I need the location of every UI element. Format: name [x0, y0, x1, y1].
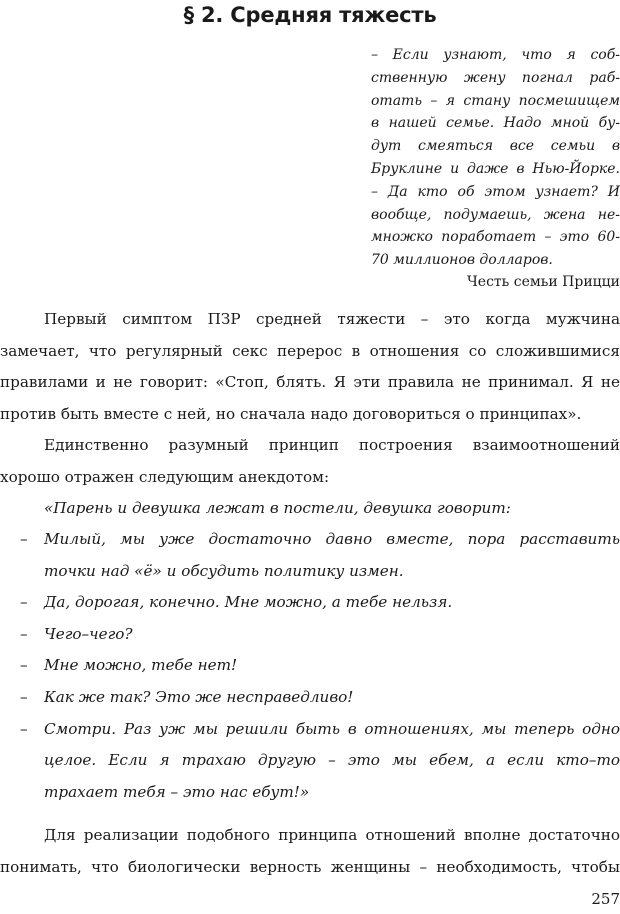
dialog-line: – Да, дорогая, конечно. Мне можно, а тебе нельзя. — [0, 587, 620, 619]
dialog-dash: – — [20, 687, 28, 706]
joke-intro — [0, 493, 620, 525]
epigraph-line: в нашей семье. Надо мной бу- — [371, 115, 620, 132]
dialog-line: целое. Если я трахаю другую – это мы ебем, а если кто–то — [44, 751, 620, 770]
dialog-line: точки над «ё» и обсудить политику измен. — [44, 561, 404, 580]
dialog-dash: – — [20, 656, 28, 675]
joke-intro-line: «Парень и девушка лежат в постели, девушка говорит: — [44, 499, 511, 517]
page-number: 257 — [591, 890, 620, 908]
dialog-line: – Чего–чего? — [0, 619, 620, 651]
epigraph-line: отать – я стану посмешищем — [371, 92, 620, 109]
paragraph-3 — [0, 820, 620, 883]
epigraph-line: ственную жену погнал раб- — [371, 69, 620, 86]
dialog-line: – Милый, мы уже достаточно давно вместе, пора расставить — [0, 524, 620, 556]
epigraph-line: дут смеяться все семьи в — [371, 138, 620, 155]
epigraph-line: множко поработает – это 60- — [371, 229, 620, 246]
paragraph-1 — [0, 304, 620, 430]
epigraph-line: вообще, подумаешь, жена не- — [371, 206, 620, 223]
paragraph-line: Первый симптом ПЗР средней тяжести – это когда мужчина — [44, 310, 620, 328]
paragraph-line: против быть вместе с ней, но сначала надо договориться о принципах». — [0, 404, 582, 423]
epigraph — [371, 44, 620, 272]
epigraph-line: Бруклине и даже в Нью-Йорке. — [371, 160, 620, 177]
dialog-dash: – — [20, 624, 28, 643]
epigraph-line: – Если узнают, что я соб- — [371, 47, 620, 63]
paragraph-line: понимать, что биологически верность женщины – необходимость, чтобы — [0, 857, 620, 876]
epigraph-attribution: Честь семьи Прицци — [466, 274, 620, 290]
epigraph-line: 70 миллионов долларов. — [371, 252, 553, 269]
paragraph-line: Для реализации подобного принципа отношений вполне достаточно — [44, 826, 620, 844]
dialog-line: трахает тебя – это нас ебут!» — [44, 782, 310, 801]
section-heading: § 2. Средняя тяжесть — [183, 3, 437, 27]
dialog-line: – Смотри. Раз уж мы решили быть в отношениях, мы теперь одно — [0, 714, 620, 746]
paragraph-line: правилами и не говорит: «Стоп, блять. Я эти правила не принимал. Я не — [0, 373, 620, 392]
epigraph-line: – Да кто об этом узнает? И — [371, 183, 620, 200]
dialog-dash: – — [20, 593, 28, 612]
paragraph-line: Единственно разумный принцип построения взаимоотношений — [44, 436, 620, 454]
dialog-dash: – — [20, 530, 28, 548]
paragraph-line: замечает, что регулярный секс перерос в отношения со сложившимися — [0, 341, 620, 360]
paragraph-line: хорошо отражен следующим анекдотом: — [0, 467, 330, 486]
dialog-dash: – — [20, 719, 28, 738]
dialog-line: – Как же так? Это же несправедливо! — [0, 682, 620, 714]
paragraph-2 — [0, 430, 620, 493]
dialog — [0, 524, 620, 808]
dialog-line: – Мне можно, тебе нет! — [0, 650, 620, 682]
